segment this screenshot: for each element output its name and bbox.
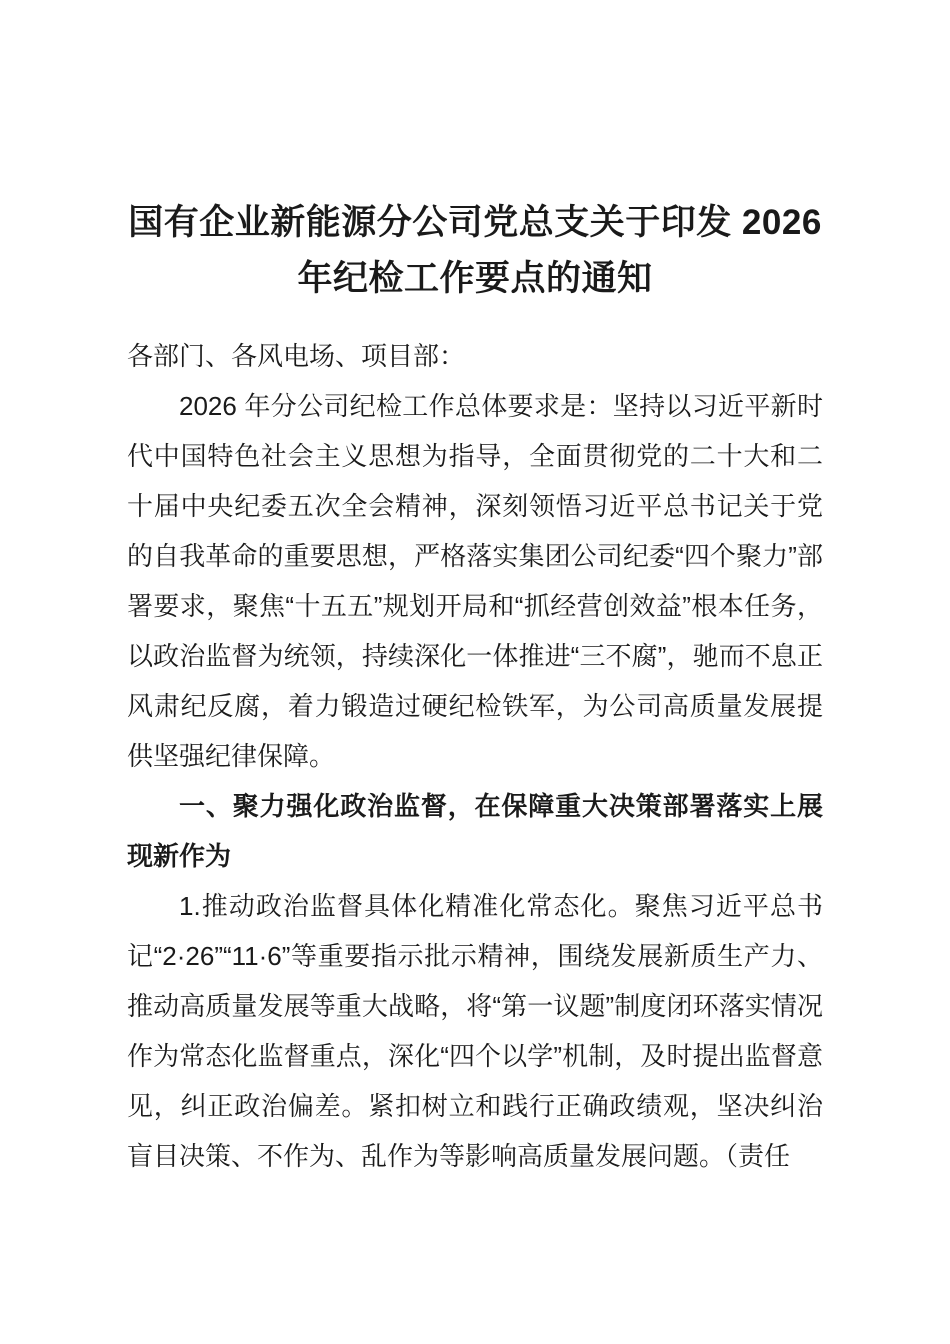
paragraph-item-1: 1.推动政治监督具体化精准化常态化。聚焦习近平总书记“2·26”“11·6”等重要指示批示精神，围绕发展新质生产力、推动高质量发展等重大战略，将“第一议题”制度闭环落实情况作为常态化监督重点，深化“四个以学”机制，及时提出监督意见，纠正政治偏差。紧扣树立和践行正确政绩观，坚决纠治盲目决策、不作为、乱作为等影响高质量发展问题。（责任 xyxy=(127,890,823,1171)
paragraph-overall-requirements: 2026 年分公司纪检工作总体要求是：坚持以习近平新时代中国特色社会主义思想为指导，全面贯彻党的二十大和二十届中央纪委五次全会精神，深刻领悟习近平总书记关于党的自我革命的重要思想，严格落实集团公司纪委“四个聚力”部署要求，聚焦“十五五”规划开局和“抓经营创效益”根本任务，以政治监督为统领，持续深化一体推进“三不腐”，驰而不息正风肃纪反腐，着力锻造过硬纪检铁军，为公司高质量发展提供坚强纪律保障。 xyxy=(127,390,823,771)
title-line-2: 年纪检工作要点的通知 xyxy=(297,259,653,299)
document-body xyxy=(127,331,823,1181)
salutation-line: 各部门、各风电场、项目部： xyxy=(127,340,466,371)
title-line-1: 国有企业新能源分公司党总支关于印发 2026 xyxy=(128,203,822,243)
section-heading-1: 一、聚力强化政治监督，在保障重大决策部署落实上展现新作为 xyxy=(127,790,823,871)
document-title xyxy=(127,195,823,307)
